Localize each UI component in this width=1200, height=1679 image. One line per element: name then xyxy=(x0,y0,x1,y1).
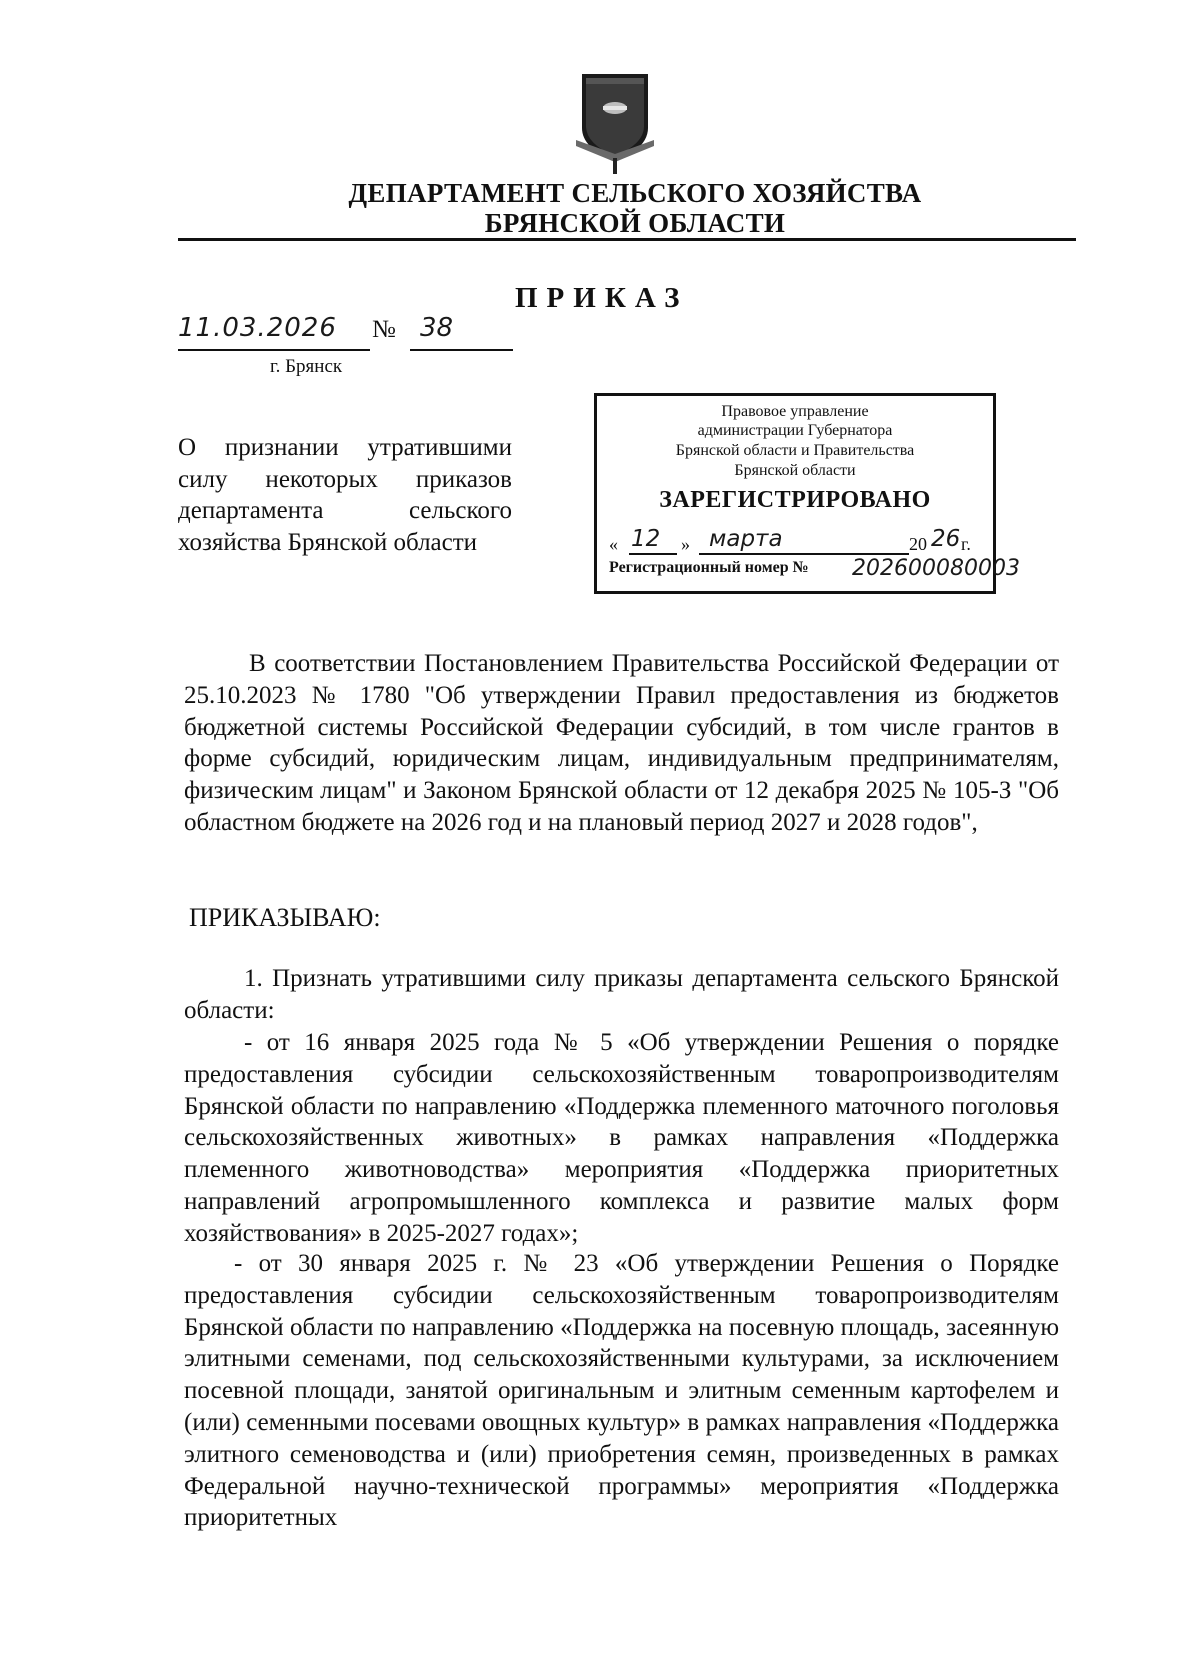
order-item-1-a: - от 16 января 2025 года № 5 «Об утверждении Решения о порядке предоставления субсидии сельскохозяйственным товаропроизводителям Брянской области по направлению «Поддержка племенного маточного поголовья сельскохозяйственных животных» в рамках направления «Поддержка племенного животноводства» мероприятия «Поддержка приоритетных направлений агропромышленного комплекса и развитие малых форм хозяйствования» в 2025-2027 годах»; xyxy=(184,1029,1059,1247)
stamp-date-row xyxy=(609,526,985,556)
handwritten-date: 11.03.2026 xyxy=(178,313,337,343)
stamp-quote-close: » xyxy=(681,534,690,554)
department-name-line1: ДЕПАРТАМЕНТ СЕЛЬСКОГО ХОЗЯЙСТВА xyxy=(348,178,922,208)
stamp-line: Брянской области xyxy=(734,462,856,479)
stamp-year-suffix: г. xyxy=(961,534,971,554)
stamp-year-handwritten: 26 xyxy=(931,526,961,552)
stamp-day-handwritten: 12 xyxy=(631,526,661,552)
department-name-line2: БРЯНСКОЙ ОБЛАСТИ xyxy=(484,208,786,238)
order-verb: ПРИКАЗЫВАЮ: xyxy=(189,903,381,932)
stamp-day-underline xyxy=(629,553,677,555)
coat-of-arms-icon xyxy=(570,70,660,175)
stamp-quote-open: « xyxy=(609,534,618,554)
handwritten-number: 38 xyxy=(420,313,454,343)
stamp-reg-label: Регистрационный номер № xyxy=(609,559,809,576)
document-title: ПРИКАЗ xyxy=(515,282,689,314)
number-underline xyxy=(410,349,513,351)
date-underline xyxy=(178,349,370,351)
stamp-reg-number-handwritten: 202600080003 xyxy=(852,556,1020,581)
registration-stamp xyxy=(594,393,1020,594)
document-subject: О признании утратившими силу некоторых приказов департамента сельского хозяйства Брянской области xyxy=(178,434,512,556)
order-item-1-b: - от 30 января 2025 г. № 23 «Об утверждении Решения о Порядке предоставления субсидии сельскохозяйственным товаропроизводителям Брянской области по направлению «Поддержка на посевную площадь, засеянную элитными семенами, под сельскохозяйственными культурами, за исключением посевной площади, занятой оригинальным и элитным семенным картофелем и (или) семенными посевами овощных культур» в рамках направления «Поддержка элитного семеноводства и (или) приобретения семян, произведенных в рамках Федеральной научно-технической программы» мероприятия «Поддержка приоритетных xyxy=(184,1250,1059,1532)
stamp-line: администрации Губернатора xyxy=(697,422,893,439)
preamble-paragraph: В соответствии Постановлением Правительства Российской Федерации от 25.10.2023 № 1780 "Об утверждении Правил предоставления из бюджетов бюджетной системы Российской Федерации субсидий, в том числе грантов в форме субсидий, юридическим лицам, индивидуальным предпринимателям, физическим лицам" и Законом Брянской области от 12 декабря 2025 № 105-З "Об областном бюджете на 2026 год и на плановый период 2027 и 2028 годов", xyxy=(184,650,1059,836)
header-divider xyxy=(178,238,1076,241)
stamp-month-handwritten: марта xyxy=(709,526,783,552)
city-label: г. Брянск xyxy=(270,356,343,377)
order-item-1: 1. Признать утратившими силу приказы департамента сельского Брянской области: xyxy=(184,965,1059,1024)
stamp-registered-label: ЗАРЕГИСТРИРОВАНО xyxy=(659,487,931,513)
number-label: № xyxy=(372,316,396,343)
stamp-line: Брянской области и Правительства xyxy=(675,442,915,459)
stamp-year-prefix: 20 xyxy=(909,534,927,554)
stamp-line: Правовое управление xyxy=(721,403,869,420)
stamp-month-underline xyxy=(699,553,909,555)
